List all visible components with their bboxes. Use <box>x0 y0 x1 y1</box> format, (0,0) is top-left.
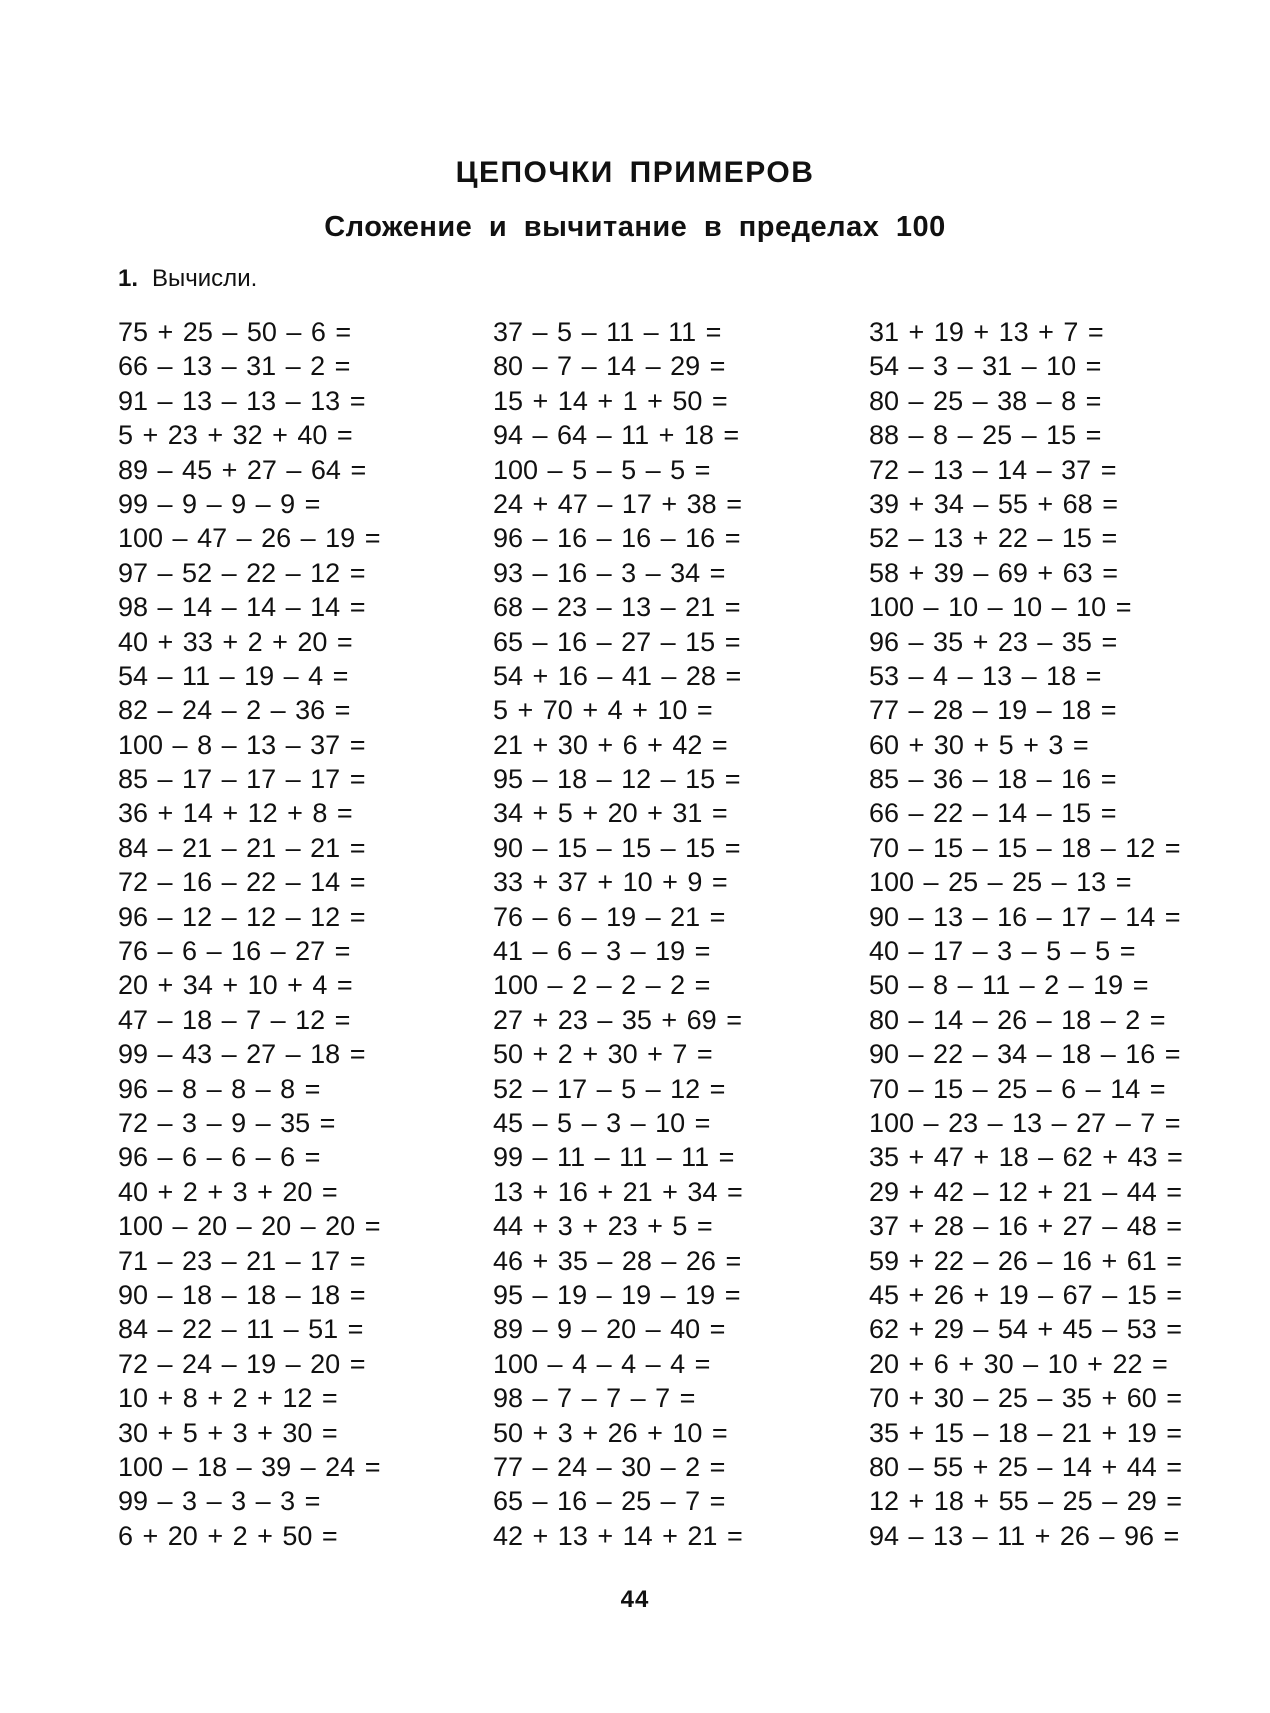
exercise-item: 68 – 23 – 13 – 21 = <box>493 592 741 623</box>
exercise-item: 96 – 12 – 12 – 12 = <box>118 901 366 932</box>
task-instruction: Вычисли. <box>152 265 258 292</box>
exercise-item: 12 + 18 + 55 – 25 – 29 = <box>869 1486 1183 1517</box>
exercise-item: 88 – 8 – 25 – 15 = <box>869 420 1102 451</box>
exercise-item: 36 + 14 + 12 + 8 = <box>118 798 353 829</box>
exercise-item: 75 + 25 – 50 – 6 = <box>118 317 352 347</box>
exercise-column-1 <box>118 315 380 1553</box>
exercise-item: 27 + 23 – 35 + 69 = <box>493 1004 742 1035</box>
exercise-item: 90 – 13 – 16 – 17 – 14 = <box>869 901 1181 932</box>
exercise-item: 94 – 13 – 11 + 26 – 96 = <box>869 1520 1180 1551</box>
exercise-item: 70 + 30 – 25 – 35 + 60 = <box>869 1383 1183 1414</box>
page-subtitle: Сложение и вычитание в пределах 100 <box>324 211 946 243</box>
exercise-item: 100 – 47 – 26 – 19 = <box>118 523 381 554</box>
exercise-item: 20 + 6 + 30 – 10 + 22 = <box>869 1348 1168 1379</box>
exercise-item: 100 – 18 – 39 – 24 = <box>118 1451 381 1482</box>
page-title: ЦЕПОЧКИ ПРИМЕРОВ <box>455 156 815 189</box>
exercise-item: 89 – 45 + 27 – 64 = <box>118 454 367 485</box>
exercise-item: 90 – 22 – 34 – 18 – 16 = <box>869 1039 1181 1070</box>
exercise-item: 40 + 33 + 2 + 20 = <box>118 626 353 657</box>
exercise-item: 35 + 15 – 18 – 21 + 19 = <box>869 1417 1183 1448</box>
exercise-item: 80 – 14 – 26 – 18 – 2 = <box>869 1004 1166 1035</box>
exercise-item: 80 – 7 – 14 – 29 = <box>493 351 726 382</box>
exercise-item: 54 – 11 – 19 – 4 = <box>118 660 349 691</box>
exercise-item: 15 + 14 + 1 + 50 = <box>493 385 728 416</box>
exercise-item: 98 – 14 – 14 – 14 = <box>118 592 366 623</box>
exercise-item: 85 – 36 – 18 – 16 = <box>869 764 1117 795</box>
exercise-item: 76 – 6 – 16 – 27 = <box>118 936 351 967</box>
exercise-item: 99 – 43 – 27 – 18 = <box>118 1039 366 1070</box>
exercise-item: 46 + 35 – 28 – 26 = <box>493 1245 742 1276</box>
exercise-item: 100 – 2 – 2 – 2 = <box>493 970 711 1001</box>
exercise-item: 52 – 13 + 22 – 15 = <box>869 523 1118 554</box>
exercise-item: 80 – 25 – 38 – 8 = <box>869 385 1102 416</box>
exercise-item: 91 – 13 – 13 – 13 = <box>118 385 366 416</box>
exercise-item: 77 – 28 – 19 – 18 = <box>869 695 1117 726</box>
exercise-item: 44 + 3 + 23 + 5 = <box>493 1211 713 1242</box>
exercise-item: 30 + 5 + 3 + 30 = <box>118 1417 338 1448</box>
exercise-item: 99 – 9 – 9 – 9 = <box>118 488 321 519</box>
exercise-item: 98 – 7 – 7 – 7 = <box>493 1383 696 1414</box>
exercise-item: 94 – 64 – 11 + 18 = <box>493 420 740 451</box>
exercise-item: 100 – 25 – 25 – 13 = <box>869 867 1132 898</box>
exercise-item: 70 – 15 – 15 – 18 – 12 = <box>869 832 1181 863</box>
exercise-item: 59 + 22 – 26 – 16 + 61 = <box>869 1245 1183 1276</box>
exercise-item: 90 – 15 – 15 – 15 = <box>493 832 741 863</box>
exercise-item: 62 + 29 – 54 + 45 – 53 = <box>869 1314 1183 1345</box>
exercise-item: 21 + 30 + 6 + 42 = <box>493 729 728 760</box>
exercise-item: 100 – 20 – 20 – 20 = <box>118 1211 381 1242</box>
exercise-item: 60 + 30 + 5 + 3 = <box>869 729 1089 760</box>
exercise-item: 72 – 13 – 14 – 37 = <box>869 454 1117 485</box>
exercise-item: 99 – 11 – 11 – 11 = <box>493 1142 735 1173</box>
exercise-item: 39 + 34 – 55 + 68 = <box>869 488 1118 519</box>
exercise-item: 34 + 5 + 20 + 31 = <box>493 798 728 829</box>
exercise-item: 10 + 8 + 2 + 12 = <box>118 1383 338 1414</box>
exercise-item: 84 – 22 – 11 – 51 = <box>118 1314 364 1345</box>
exercise-item: 66 – 13 – 31 – 2 = <box>118 351 351 382</box>
exercise-item: 54 + 16 – 41 – 28 = <box>493 660 742 691</box>
exercise-item: 66 – 22 – 14 – 15 = <box>869 798 1117 829</box>
exercise-item: 33 + 37 + 10 + 9 = <box>493 867 728 898</box>
exercise-item: 84 – 21 – 21 – 21 = <box>118 832 366 863</box>
exercise-item: 47 – 18 – 7 – 12 = <box>118 1004 351 1035</box>
exercise-item: 65 – 16 – 25 – 7 = <box>493 1486 726 1517</box>
exercise-item: 50 + 3 + 26 + 10 = <box>493 1417 728 1448</box>
exercise-item: 72 – 24 – 19 – 20 = <box>118 1348 366 1379</box>
exercise-item: 20 + 34 + 10 + 4 = <box>118 970 353 1001</box>
exercise-item: 37 – 5 – 11 – 11 = <box>493 317 722 347</box>
exercise-item: 100 – 10 – 10 – 10 = <box>869 592 1132 623</box>
exercise-item: 58 + 39 – 69 + 63 = <box>869 557 1118 588</box>
exercise-item: 90 – 18 – 18 – 18 = <box>118 1279 366 1310</box>
exercise-item: 52 – 17 – 5 – 12 = <box>493 1073 726 1104</box>
exercise-item: 95 – 19 – 19 – 19 = <box>493 1279 741 1310</box>
exercise-item: 97 – 52 – 22 – 12 = <box>118 557 366 588</box>
task-heading <box>118 262 257 296</box>
exercise-item: 54 – 3 – 31 – 10 = <box>869 351 1102 382</box>
exercise-item: 96 – 6 – 6 – 6 = <box>118 1142 321 1173</box>
page-number: 44 <box>620 1586 650 1613</box>
exercise-column-2 <box>493 315 743 1553</box>
exercise-item: 80 – 55 + 25 – 14 + 44 = <box>869 1451 1183 1482</box>
exercise-item: 29 + 42 – 12 + 21 – 44 = <box>869 1176 1183 1207</box>
exercise-item: 24 + 47 – 17 + 38 = <box>493 488 742 519</box>
exercise-columns <box>118 315 1198 1565</box>
exercise-item: 82 – 24 – 2 – 36 = <box>118 695 351 726</box>
exercise-item: 53 – 4 – 13 – 18 = <box>869 660 1102 691</box>
exercise-item: 31 + 19 + 13 + 7 = <box>869 317 1104 347</box>
exercise-item: 40 – 17 – 3 – 5 – 5 = <box>869 936 1136 967</box>
exercise-item: 6 + 20 + 2 + 50 = <box>118 1520 338 1551</box>
exercise-item: 50 – 8 – 11 – 2 – 19 = <box>869 970 1149 1001</box>
exercise-item: 100 – 8 – 13 – 37 = <box>118 729 366 760</box>
exercise-item: 85 – 17 – 17 – 17 = <box>118 764 366 795</box>
exercise-item: 71 – 23 – 21 – 17 = <box>118 1245 366 1276</box>
exercise-item: 99 – 3 – 3 – 3 = <box>118 1486 321 1517</box>
task-number: 1. <box>118 265 139 292</box>
exercise-item: 45 – 5 – 3 – 10 = <box>493 1107 711 1138</box>
exercise-column-3 <box>869 315 1183 1553</box>
exercise-item: 72 – 16 – 22 – 14 = <box>118 867 366 898</box>
exercise-item: 96 – 16 – 16 – 16 = <box>493 523 741 554</box>
exercise-item: 40 + 2 + 3 + 20 = <box>118 1176 338 1207</box>
exercise-item: 5 + 70 + 4 + 10 = <box>493 695 713 726</box>
exercise-item: 70 – 15 – 25 – 6 – 14 = <box>869 1073 1166 1104</box>
exercise-item: 100 – 23 – 13 – 27 – 7 = <box>869 1107 1181 1138</box>
exercise-item: 96 – 35 + 23 – 35 = <box>869 626 1118 657</box>
exercise-item: 100 – 5 – 5 – 5 = <box>493 454 711 485</box>
exercise-item: 100 – 4 – 4 – 4 = <box>493 1348 711 1379</box>
exercise-item: 72 – 3 – 9 – 35 = <box>118 1107 336 1138</box>
exercise-item: 76 – 6 – 19 – 21 = <box>493 901 726 932</box>
exercise-item: 77 – 24 – 30 – 2 = <box>493 1451 726 1482</box>
exercise-item: 50 + 2 + 30 + 7 = <box>493 1039 713 1070</box>
exercise-item: 5 + 23 + 32 + 40 = <box>118 420 353 451</box>
exercise-item: 42 + 13 + 14 + 21 = <box>493 1520 743 1551</box>
exercise-item: 89 – 9 – 20 – 40 = <box>493 1314 726 1345</box>
exercise-item: 13 + 16 + 21 + 34 = <box>493 1176 743 1207</box>
exercise-item: 93 – 16 – 3 – 34 = <box>493 557 726 588</box>
exercise-item: 35 + 47 + 18 – 62 + 43 = <box>869 1142 1183 1173</box>
exercise-item: 95 – 18 – 12 – 15 = <box>493 764 741 795</box>
exercise-item: 37 + 28 – 16 + 27 – 48 = <box>869 1211 1183 1242</box>
exercise-item: 96 – 8 – 8 – 8 = <box>118 1073 321 1104</box>
exercise-item: 41 – 6 – 3 – 19 = <box>493 936 711 967</box>
exercise-item: 65 – 16 – 27 – 15 = <box>493 626 741 657</box>
exercise-item: 45 + 26 + 19 – 67 – 15 = <box>869 1279 1183 1310</box>
